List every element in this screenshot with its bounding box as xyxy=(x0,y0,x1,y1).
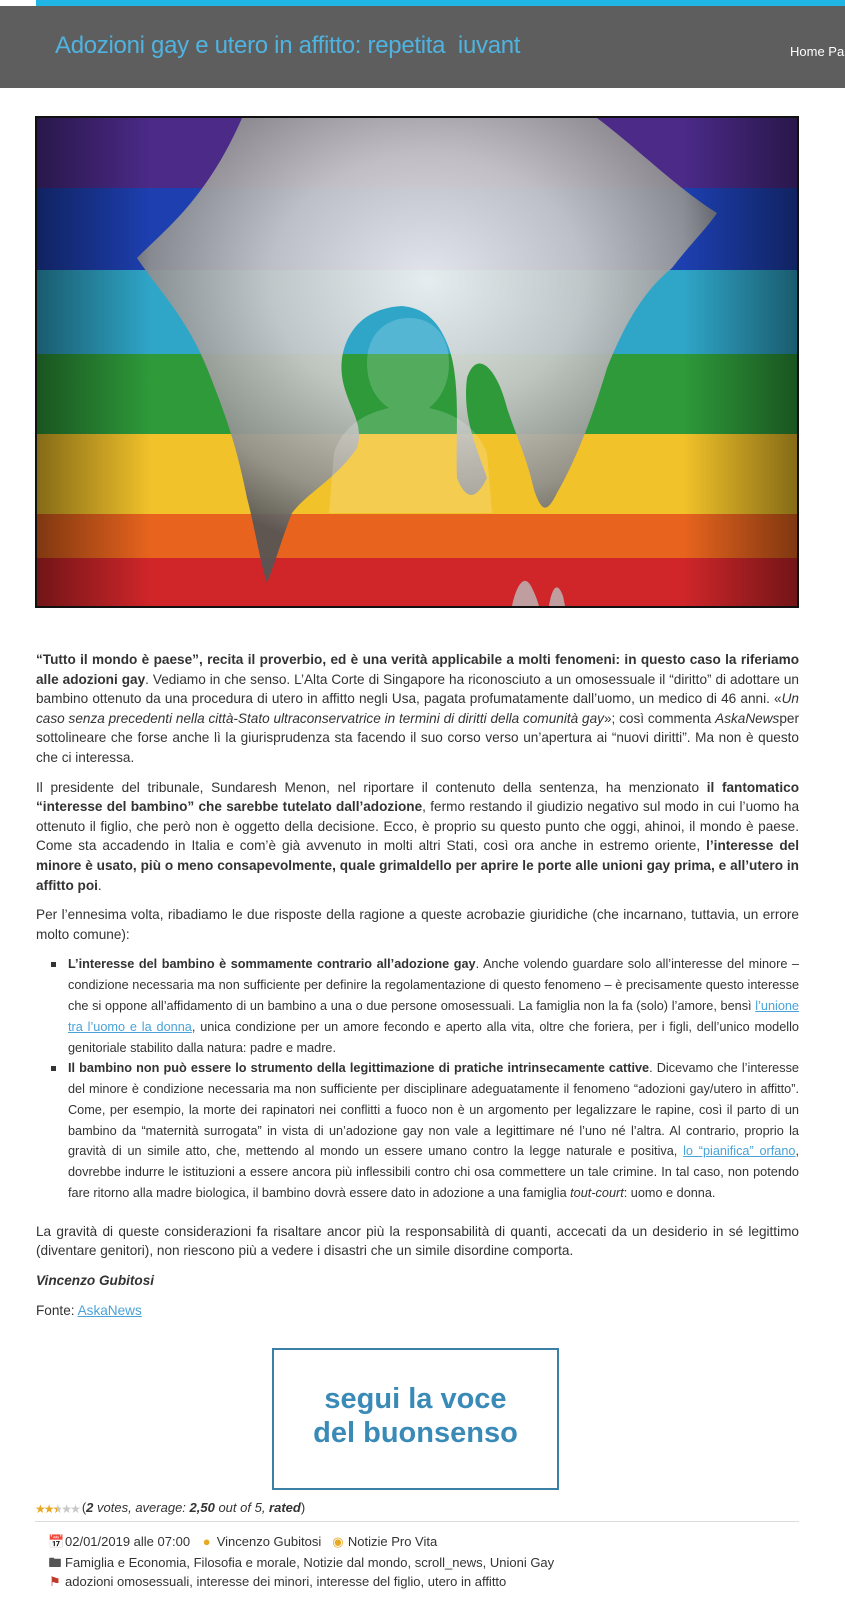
meta-row-categories xyxy=(48,1554,554,1576)
source-label: Fonte: xyxy=(36,1302,78,1318)
source-line xyxy=(36,1301,799,1321)
calendar-icon: 📅 xyxy=(48,1534,65,1549)
hero-image xyxy=(35,116,799,608)
p2-text-3: . xyxy=(97,877,102,893)
post-tags[interactable]: adozioni omosessuali, interesse dei minori, interesse del figlio, utero in affitto xyxy=(65,1574,507,1589)
intro-bold-lead: “Tutto il mondo è paese”, recita il proverbio, ed è una verità applicabile a molti fenomeni: in questo caso la riferiamo alle adozioni gay xyxy=(36,652,799,687)
bullet-2-bold: Il bambino non può essere lo strumento della legittimazione di pratiche intrinsecamente cattive xyxy=(68,1061,650,1076)
meta-row-post xyxy=(48,1534,437,1550)
folder-icon: 🖿 xyxy=(48,1555,62,1570)
post-section[interactable]: Notizie Pro Vita xyxy=(347,1534,438,1549)
bullet-icon xyxy=(51,962,56,967)
tags-icon: ⚑ xyxy=(49,1574,61,1589)
link-unione-uomo-donna[interactable]: l’unione tra l’uomo e la donna xyxy=(68,998,799,1034)
p2-text-1: Il presidente del tribunale, Sundaresh Menon, nel riportare il contenuto della sentenza, ha menzionato xyxy=(36,779,707,795)
meta-divider xyxy=(35,1521,799,1522)
bullet-2-text-3: : uomo e donna. xyxy=(623,1186,716,1201)
bullet-icon xyxy=(51,1066,56,1071)
bullet-2-text-2: , dovrebbe indurre le istituzioni a essere ancora più inflessibili contro chi osa commettere un tale crimine. In tal caso, non potendo fare ritorno alla madre biologica, il bambino dovrà essere dato in adozione a una famiglia xyxy=(68,1144,799,1201)
article-body xyxy=(36,650,799,1330)
paragraph-responses: Per l’ennesima volta, ribadiamo le due risposte della ragione a queste acrobazie giuridiche (che incarnano, tuttavia, un errore molto comune): xyxy=(36,907,799,942)
intro-text-1: . Vediamo in che senso. L’Alta Corte di Singapore ha riconosciuto a un omosessuale il “diritto” di adottare un bambino ottenuto da una procedura di utero in affitto negli Usa, pagata profumatamente dall’uomo, un medico di 46 anni. « xyxy=(36,671,799,707)
nav-home-link[interactable]: Home Pa xyxy=(790,44,845,59)
site-header xyxy=(0,6,845,88)
rating-star-icon[interactable]: ★ xyxy=(70,1502,79,1516)
rating-star-icon[interactable]: ★ xyxy=(35,1502,44,1516)
buonsenso-banner[interactable] xyxy=(272,1348,559,1490)
list-item xyxy=(68,954,799,1058)
paragraph-conclusion: La gravità di queste considerazioni fa risaltare ancor più la responsabilità di quanti, accecati da un desiderio in sé legittimo (diventare genitori), non riescono più a vedere i disastri che un simile disordine comporta. xyxy=(36,1223,799,1259)
rating-votes-word: votes xyxy=(93,1500,129,1515)
bullet-2-italic: tout-court xyxy=(570,1186,624,1201)
rating-star-icon[interactable]: ★ xyxy=(61,1502,71,1516)
source-link-askanews[interactable]: AskaNews xyxy=(77,1302,142,1318)
paragraph-intro xyxy=(36,650,799,768)
list-item xyxy=(68,1058,799,1204)
rating-votes: 2 xyxy=(86,1500,94,1515)
rating-average: 2,50 xyxy=(189,1500,215,1515)
rating-star-icon[interactable]: ★ xyxy=(52,1502,62,1516)
banner-line-2: del buonsenso xyxy=(313,1417,518,1449)
meta-row-tags xyxy=(48,1574,506,1590)
bullet-2-text-1: . Dicevamo che l’interesse del minore è condizione necessaria ma non sufficiente per disciplinare adeguatamente il fenomeno “adozioni gay/utero in affitto”. Come, per esempio, la morte dei rapinatori nei conflitti a fuoco non è un argomento per legalizzare le rapine, così il parto di un bambino da “maternità surrogata” in vista di un’adozione gay non vale a legittimare né l’uno né l’altra. Al contrario, proprio la gravità di un simile atto, che, mettendo al mondo un essere umano contro la legge naturale e positiva, xyxy=(68,1061,799,1159)
rating-open: ( xyxy=(81,1500,87,1515)
post-categories[interactable]: Famiglia e Economia, Filosofia e morale, Notizie dal mondo, scroll_news, Unioni Gay xyxy=(65,1555,555,1570)
rating-widget xyxy=(35,1500,305,1516)
rating-rated: rated xyxy=(269,1500,301,1515)
responses-list xyxy=(36,954,799,1204)
post-date: 02/01/2019 alle 07:00 xyxy=(65,1534,191,1549)
rating-star-icon[interactable]: ★ xyxy=(43,1502,53,1516)
bullet-1-text-1: . Anche volendo guardare solo all’interesse del minore – condizione necessaria ma non sufficiente per definire la regolamentazione di questo fenomeno – è precisamente questo interesse che si oppone all’affidamento di un bambino a una o due persone omosessuali. La famiglia non la fa (solo) l’amore, bensì xyxy=(68,957,799,1013)
link-pianifica-orfano[interactable]: lo “pianifica” orfano xyxy=(683,1144,796,1159)
p2-bold-1: il fantomatico “interesse del bambino” che sarebbe tutelato dall’adozione xyxy=(36,779,800,815)
paragraph-president xyxy=(36,778,799,896)
banner-line-1: segui la voce xyxy=(324,1383,507,1415)
post-author[interactable]: Vincenzo Gubitosi xyxy=(216,1534,322,1549)
author-signature: Vincenzo Gubitosi xyxy=(36,1273,155,1289)
p2-text-2: , fermo restando il giudizio negativo sul modo in cui l’uomo ha ottenuto il figlio, che però non è oggetto della decisione. Ecco, è proprio su questo punto che oggi, ahinoi, il mondo è paese. Come sta accadendo in Italia e com’è già avvenuto in molti altri Stati, così ora anche in estremo oriente, xyxy=(36,799,800,854)
intro-source-name: AskaNews xyxy=(715,710,780,726)
bullet-1-bold: L’interesse del bambino è sommamente contrario all’adozione gay xyxy=(68,957,476,972)
globe-icon: ◉ xyxy=(332,1534,344,1549)
page-title[interactable]: Adozioni gay e utero in affitto: repetita iuvant xyxy=(55,32,521,59)
rating-stars[interactable] xyxy=(35,1501,79,1516)
intro-text-2: »; così commenta xyxy=(603,710,716,726)
bullet-1-text-2: , unica condizione per un amore fecondo e aperto alla vita, oltre che foriera, per i figli, dell’unico modello genitoriale stabilito dalla natura: padre e madre. xyxy=(68,1019,799,1055)
rating-out-of: out of 5, xyxy=(214,1500,270,1515)
rating-average-label: , average: xyxy=(128,1500,190,1515)
user-icon: ● xyxy=(202,1534,211,1549)
rating-close: ) xyxy=(300,1500,306,1515)
rainbow-flag-illustration xyxy=(37,118,797,606)
intro-quote: Un caso senza precedenti nella città-Stato ultraconservatrice in termini di diritti della comunità gay xyxy=(36,691,799,726)
intro-text-3: per sottolineare che forse anche lì la giurisprudenza sta facendo il suo corso verso un’apertura ai “nuovi diritti”. Ma non è questo che ci interessa. xyxy=(36,710,799,765)
p2-bold-2: l’interesse del minore è usato, più o meno consapevolmente, quale grimaldello per aprire le porte alle unioni gay prima, e all’utero in affitto poi xyxy=(36,838,799,893)
